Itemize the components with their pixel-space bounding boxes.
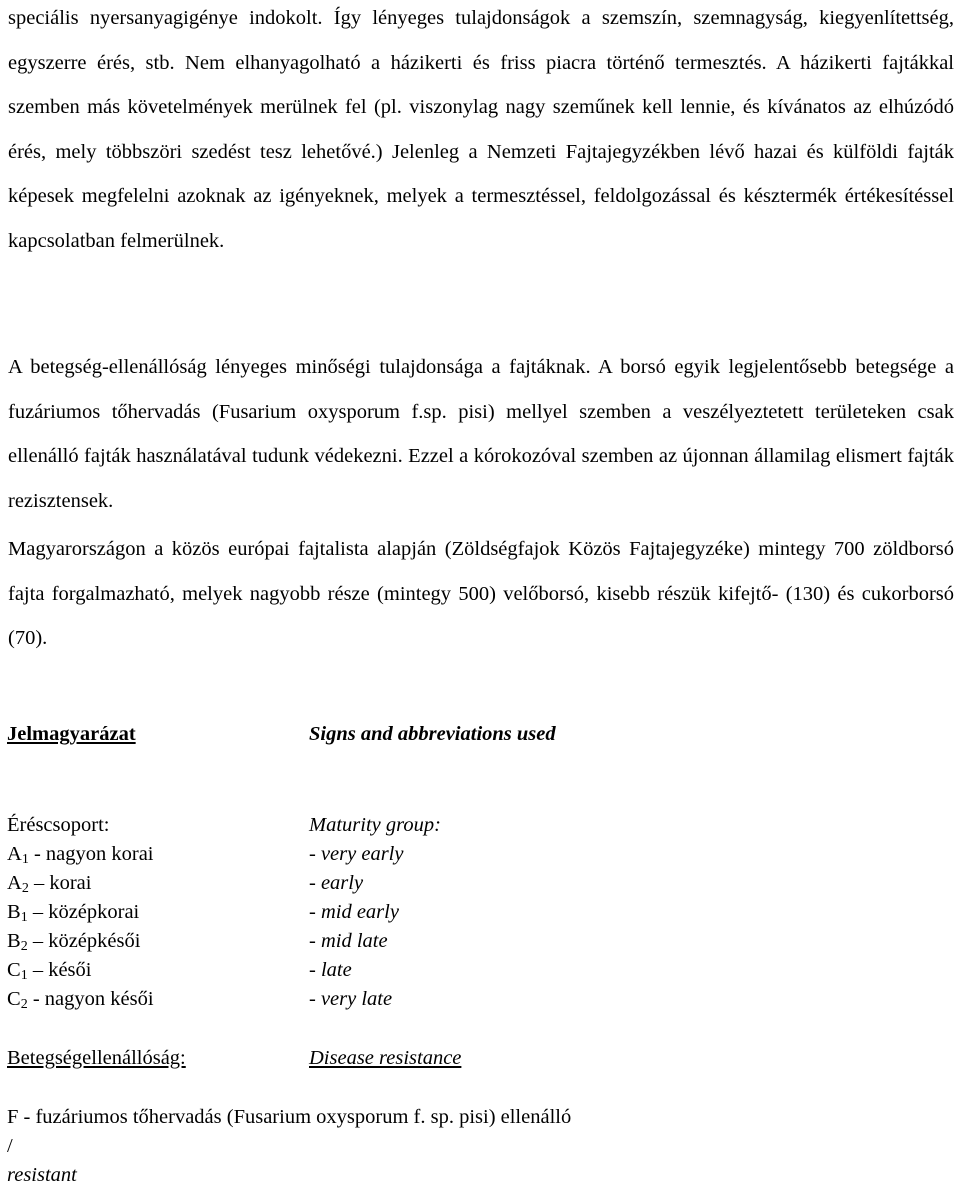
disease-resistance-label-en: Disease resistance bbox=[309, 1047, 462, 1069]
maturity-row-a2-hu: $A_2$ – korai bbox=[7, 872, 92, 896]
paragraph-processing-requirements: speciális nyersanyagigénye indokolt. Így lényeges tulajdonságok a szemszín, szemnagyság, kiegyenlítettség, egyszerre érés, stb. Nem elhanyagolható a házikerti és friss piacra történő termesztés. A házikerti fajtákkal szemben más követelmények merülnek fel (pl. viszonylag nagy szeműnek kell lennie, és kívánatos az elhúzódó érés, mely többszöri szedést tesz lehetővé.) Jelenleg a Nemzeti Fajtajegyzékben lévő hazai és külföldi fajták képesek megfelelni azoknak az igényeknek, melyek a termesztéssel, feldolgozással és késztermék értékesítéssel kapcsolatban felmerülnek. bbox=[8, 7, 954, 252]
maturity-row-b1-en: - mid early bbox=[309, 901, 399, 923]
legend-heading-hungarian: Jelmagyarázat bbox=[7, 723, 136, 745]
maturity-group-label-hu: Éréscsoport: bbox=[7, 814, 110, 836]
paragraph-disease-resistance: A betegség-ellenállóság lényeges minőségi tulajdonsága a fajtáknak. A borsó egyik legjelentősebb betegsége a fuzáriumos tőhervadás (Fusarium oxysporum f.sp. pisi) mellyel szemben a veszélyeztetett területeken csak ellenálló fajták használatával tudunk védekezni. Ezzel a kórokozóval szemben az újonnan államilag elismert fajták rezisztensek. bbox=[8, 356, 954, 512]
maturity-row-b2-en: - mid late bbox=[309, 930, 388, 952]
maturity-row-c2-en: - very late bbox=[309, 988, 393, 1010]
maturity-row-c1-en: - late bbox=[309, 959, 352, 981]
maturity-row-a2-en: - early bbox=[309, 872, 364, 894]
paragraph-variety-list: Magyarországon a közös európai fajtalista alapján (Zöldségfajok Közös Fajtajegyzéke) mintegy 700 zöldborsó fajta forgalmazható, melyek nagyobb része (mintegy 500) velőborsó, kisebb részük kifejtő- (130) és cukorborsó (70). bbox=[8, 538, 954, 649]
fusarium-legend-en: resistant bbox=[7, 1164, 77, 1186]
fusarium-legend-entry bbox=[7, 1103, 577, 1190]
maturity-row-c2-hu: $C_2$ - nagyon késői bbox=[7, 988, 154, 1012]
maturity-row-a1-hu: $A_1$ - nagyon korai bbox=[7, 843, 154, 867]
maturity-row-a1-en: - very early bbox=[309, 843, 404, 865]
maturity-row-b1-hu: $B_1$ – középkorai bbox=[7, 901, 140, 925]
disease-resistance-label-hu: Betegségellenállóság: bbox=[7, 1047, 186, 1069]
maturity-group-label-en: Maturity group: bbox=[309, 814, 441, 836]
maturity-row-c1-hu: $C_1$ – késői bbox=[7, 959, 92, 983]
maturity-row-b2-hu: $B_2$ – középkésői bbox=[7, 930, 141, 954]
fusarium-legend-hu: F - fuzáriumos tőhervadás (Fusarium oxysporum f. sp. pisi) ellenálló / bbox=[7, 1106, 572, 1157]
legend-heading-english: Signs and abbreviations used bbox=[309, 723, 556, 745]
